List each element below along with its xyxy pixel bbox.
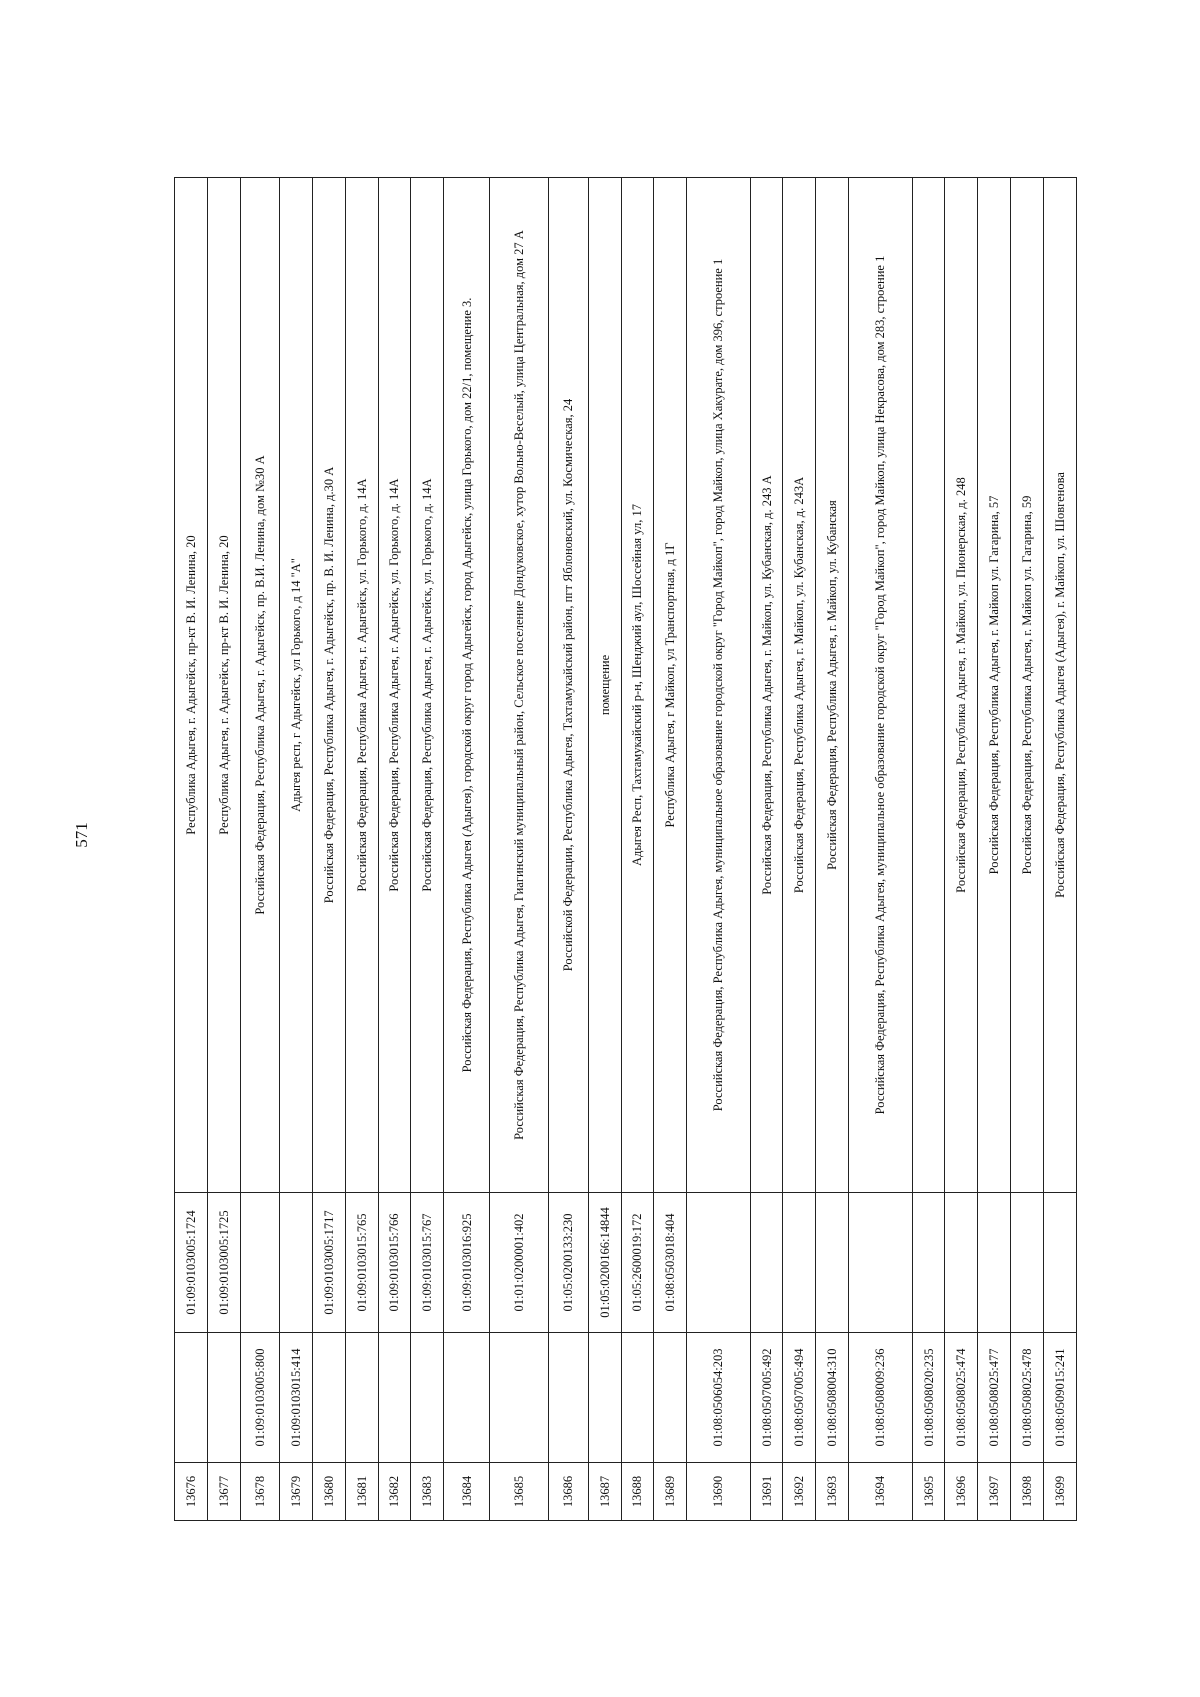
table-row (750, 178, 783, 1521)
parent-cadastral-number-cell (912, 1193, 945, 1333)
table-row (783, 178, 816, 1521)
address-cell: Российская Федерация, Республика Адыгея, г. Адыгейск, ул. Горького, д. 14А (411, 178, 444, 1193)
table-row (588, 178, 621, 1521)
address-cell: Российская Федерация, Республика Адыгея (Адыгея), городской округ город Адыгейск, город Адыгейск, улица Горького, дом 22/1, помещение 3. (444, 178, 490, 1193)
row-number-cell: 13691 (750, 1463, 783, 1521)
cadastral-number-cell: 01:08:0506054:203 (687, 1333, 750, 1463)
row-number-cell: 13697 (978, 1463, 1011, 1521)
table-row (912, 178, 945, 1521)
table-row (687, 178, 750, 1521)
row-number-cell: 13695 (912, 1463, 945, 1521)
address-cell: Республика Адыгея, г Майкоп, ул Транспортная, д 1Г (654, 178, 687, 1193)
cadastral-number-cell: 01:08:0508020:235 (912, 1333, 945, 1463)
parent-cadastral-number-cell: 01:05:0200133:230 (549, 1193, 588, 1333)
row-number-cell: 13680 (312, 1463, 345, 1521)
parent-cadastral-number-cell: 01:09:0103015:767 (411, 1193, 444, 1333)
table-row (816, 178, 849, 1521)
table-row (549, 178, 588, 1521)
row-number-cell: 13689 (654, 1463, 687, 1521)
cadastral-number-cell: 01:09:0103015:414 (280, 1333, 313, 1463)
address-cell: Российская Федерация, Республика Адыгея, г. Майкоп, ул. Кубанская, д. 243А (783, 178, 816, 1193)
cadastral-number-cell: 01:08:0508009:236 (849, 1333, 912, 1463)
cadastral-number-cell (378, 1333, 411, 1463)
table-row (945, 178, 978, 1521)
parent-cadastral-number-cell (816, 1193, 849, 1333)
address-cell: Российская Федерация, Республика Адыгея, г. Адыгейск, ул. Горького, д. 14А (345, 178, 378, 1193)
table-row (280, 178, 313, 1521)
row-number-cell: 13698 (1011, 1463, 1044, 1521)
address-cell: помещение (588, 178, 621, 1193)
cadastral-number-cell: 01:08:0508025:477 (978, 1333, 1011, 1463)
cadastral-number-cell: 01:08:0507005:492 (750, 1333, 783, 1463)
row-number-cell: 13681 (345, 1463, 378, 1521)
address-cell: Республика Адыгея, г. Адыгейск, пр-кт В. И. Ленина, 20 (207, 178, 240, 1193)
address-cell: Российская Федерация, Республика Адыгея, г. Майкоп, ул. Пионерская, д. 248 (945, 178, 978, 1193)
row-number-cell: 13692 (783, 1463, 816, 1521)
row-number-cell: 13686 (549, 1463, 588, 1521)
parent-cadastral-number-cell (783, 1193, 816, 1333)
row-number-cell: 13683 (411, 1463, 444, 1521)
cadastral-number-cell (175, 1333, 208, 1463)
row-number-cell: 13696 (945, 1463, 978, 1521)
parent-cadastral-number-cell: 01:08:0503018:404 (654, 1193, 687, 1333)
cadastral-number-cell (654, 1333, 687, 1463)
table-row (378, 178, 411, 1521)
row-number-cell: 13678 (240, 1463, 279, 1521)
cadastral-number-cell (549, 1333, 588, 1463)
parent-cadastral-number-cell: 01:01:0200001:402 (490, 1193, 549, 1333)
address-cell: Российская Федерация, Республика Адыгея, г. Майкоп, ул. Кубанская, д. 243 А (750, 178, 783, 1193)
parent-cadastral-number-cell (750, 1193, 783, 1333)
parent-cadastral-number-cell (1011, 1193, 1044, 1333)
parent-cadastral-number-cell (280, 1193, 313, 1333)
cadastral-number-cell: 01:08:0507005:494 (783, 1333, 816, 1463)
row-number-cell: 13685 (490, 1463, 549, 1521)
table-row (411, 178, 444, 1521)
address-cell: Российской Федерации, Республика Адыгея, Тахтамукайский район, пгт Яблоновский, ул. Космическая, 24 (549, 178, 588, 1193)
table-row (1011, 178, 1044, 1521)
parent-cadastral-number-cell: 01:09:0103005:1725 (207, 1193, 240, 1333)
rotated-table-wrapper (174, 178, 1077, 1521)
parent-cadastral-number-cell (945, 1193, 978, 1333)
cadastral-number-cell: 01:08:0508004:310 (816, 1333, 849, 1463)
parent-cadastral-number-cell: 01:09:0103016:925 (444, 1193, 490, 1333)
address-cell: Российская Федерация, Республика Адыгея, г. Майкоп, ул. Кубанская (816, 178, 849, 1193)
table-row (207, 178, 240, 1521)
cadastral-number-cell (312, 1333, 345, 1463)
address-cell: Российская Федерация, Республика Адыгея (Адыгея), г. Майкоп, ул. Шовгенова (1043, 178, 1076, 1193)
row-number-cell: 13677 (207, 1463, 240, 1521)
address-cell: Адыгея Респ, Тахтамукайский р-н, Шенджий аул, Шоссейная ул, 17 (621, 178, 654, 1193)
address-cell: Российская Федерация, Республика Адыгея, муниципальное образование городской округ "Город Майкоп", город Майкоп, улица Некрасова, дом 283, строение 1 (849, 178, 912, 1193)
cadastral-number-cell: 01:08:0508025:478 (1011, 1333, 1044, 1463)
row-number-cell: 13699 (1043, 1463, 1076, 1521)
parent-cadastral-number-cell (240, 1193, 279, 1333)
cadastral-number-cell (588, 1333, 621, 1463)
row-number-cell: 13676 (175, 1463, 208, 1521)
address-cell (912, 178, 945, 1193)
cadastral-number-cell (207, 1333, 240, 1463)
address-cell: Российская Федерация, Республика Адыгея, г. Адыгейск, пр. В. И. Ленина, д.30 А (312, 178, 345, 1193)
address-cell: Российская Федерация, Республика Адыгея, г. Адыгейск, пр. В.И. Ленина, дом №30 А (240, 178, 279, 1193)
table-row (444, 178, 490, 1521)
row-number-cell: 13679 (280, 1463, 313, 1521)
table-row (1043, 178, 1076, 1521)
cadastral-number-cell: 01:09:0103005:800 (240, 1333, 279, 1463)
parent-cadastral-number-cell: 01:05:0200166:14844 (588, 1193, 621, 1333)
row-number-cell: 13682 (378, 1463, 411, 1521)
table-row (345, 178, 378, 1521)
table-row (312, 178, 345, 1521)
address-cell: Российская Федерация, Республика Адыгея, г. Майкоп ул. Гагарина, 59 (1011, 178, 1044, 1193)
address-cell: Российская Федерация, Республика Адыгея, г. Майкоп ул. Гагарина, 57 (978, 178, 1011, 1193)
table-row (849, 178, 912, 1521)
cadastral-number-cell (490, 1333, 549, 1463)
table-body (175, 178, 1077, 1521)
table-row (621, 178, 654, 1521)
parent-cadastral-number-cell: 01:05:2600019:172 (621, 1193, 654, 1333)
page-number: 571 (72, 822, 91, 848)
parent-cadastral-number-cell (687, 1193, 750, 1333)
cadastral-number-cell: 01:08:0509015:241 (1043, 1333, 1076, 1463)
parent-cadastral-number-cell: 01:09:0103005:1724 (175, 1193, 208, 1333)
table-row (175, 178, 208, 1521)
row-number-cell: 13687 (588, 1463, 621, 1521)
registry-table (174, 177, 1077, 1521)
table-row (490, 178, 549, 1521)
parent-cadastral-number-cell (978, 1193, 1011, 1333)
cadastral-number-cell (345, 1333, 378, 1463)
cadastral-number-cell (411, 1333, 444, 1463)
table-row (654, 178, 687, 1521)
address-cell: Республика Адыгея, г. Адыгейск, пр-кт В. И. Ленина, 20 (175, 178, 208, 1193)
address-cell: Российская Федерация, Республика Адыгея, муниципальное образование городской округ "Город Майкоп", город Майкоп, улица Хакурате, дом 396, строение 1 (687, 178, 750, 1193)
row-number-cell: 13694 (849, 1463, 912, 1521)
parent-cadastral-number-cell: 01:09:0103015:766 (378, 1193, 411, 1333)
row-number-cell: 13693 (816, 1463, 849, 1521)
row-number-cell: 13690 (687, 1463, 750, 1521)
cadastral-number-cell (621, 1333, 654, 1463)
cadastral-number-cell (444, 1333, 490, 1463)
row-number-cell: 13684 (444, 1463, 490, 1521)
row-number-cell: 13688 (621, 1463, 654, 1521)
address-cell: Российская Федерация, Республика Адыгея, Гиагинский муниципальный район, Сельское поселение Дондуковское, хутор Вольно-Веселый, улица Центральная, дом 27 А (490, 178, 549, 1193)
cadastral-number-cell: 01:08:0508025:474 (945, 1333, 978, 1463)
table-row (978, 178, 1011, 1521)
table-row (240, 178, 279, 1521)
parent-cadastral-number-cell: 01:09:0103005:1717 (312, 1193, 345, 1333)
parent-cadastral-number-cell (1043, 1193, 1076, 1333)
parent-cadastral-number-cell (849, 1193, 912, 1333)
address-cell: Адыгея респ, г Адыгейск, ул Горького, д 14 "А" (280, 178, 313, 1193)
parent-cadastral-number-cell: 01:09:0103015:765 (345, 1193, 378, 1333)
address-cell: Российская Федерация, Республика Адыгея, г. Адыгейск, ул. Горького, д. 14А (378, 178, 411, 1193)
